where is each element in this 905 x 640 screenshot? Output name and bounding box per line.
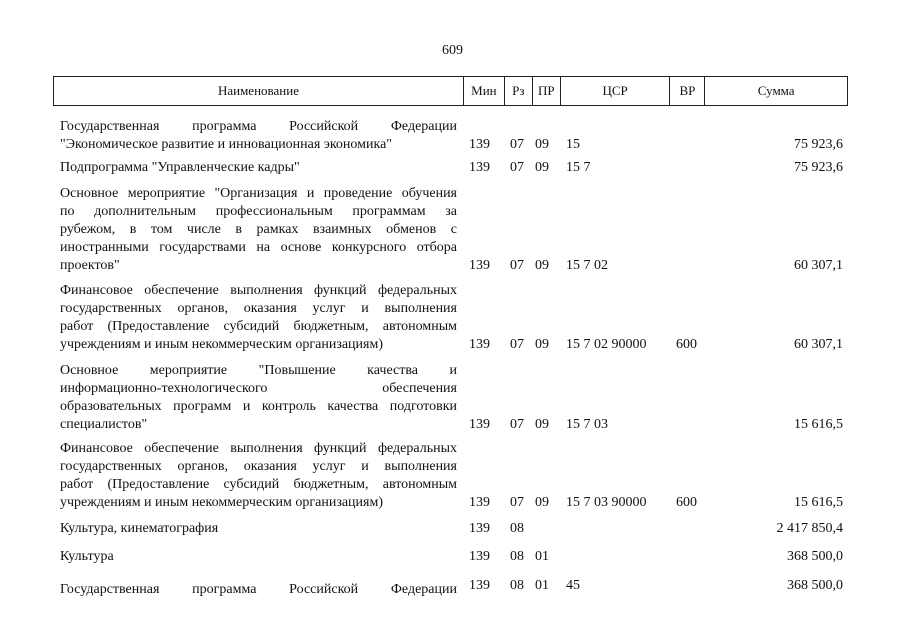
header-min: Мин: [464, 77, 505, 105]
name-line: Государственная программа Российской Федерации: [60, 582, 457, 597]
cell-csr: 15 7: [566, 160, 591, 175]
cell-vr: 600: [676, 337, 697, 352]
cell-rz: 07: [510, 417, 524, 432]
name-line: государственных органов, оказания услуг и выполнения: [60, 301, 457, 316]
cell-min: 139: [469, 337, 490, 352]
cell-csr: 15: [566, 137, 580, 152]
cell-pr: 09: [535, 137, 549, 152]
cell-pr: 09: [535, 258, 549, 273]
name-line: рубежом, в том числе в рамках взаимных обменов с: [60, 222, 457, 237]
table-row: [53, 282, 848, 354]
cell-sum: 75 923,6: [794, 160, 843, 175]
name-line: проектов": [60, 258, 120, 273]
cell-pr: 09: [535, 495, 549, 510]
table-row: [53, 185, 848, 275]
name-line: учреждениям и иным некоммерческим организациям): [60, 495, 384, 510]
row-codes: [53, 257, 848, 275]
name-line: Финансовое обеспечение выполнения функций федеральных: [60, 441, 457, 456]
cell-rz: 07: [510, 258, 524, 273]
name-line: Финансовое обеспечение выполнения функций федеральных: [60, 283, 457, 298]
row-codes: [53, 136, 848, 154]
name-line: работ (Предоставление субсидий бюджетным, автономным: [60, 319, 457, 334]
cell-pr: 09: [535, 417, 549, 432]
table-row: [53, 520, 848, 538]
cell-min: 139: [469, 521, 490, 536]
cell-min: 139: [469, 549, 490, 564]
cell-pr: 01: [535, 549, 549, 564]
header-sum: Сумма: [757, 83, 795, 98]
cell-pr: 09: [535, 160, 549, 175]
header-pr: ПР: [533, 77, 561, 105]
header-vr: ВР: [670, 77, 705, 105]
row-codes: [53, 494, 848, 512]
cell-sum: 368 500,0: [787, 578, 843, 593]
cell-sum: 75 923,6: [794, 137, 843, 152]
name-line: иностранными государствами на основе конкурсного отбора: [60, 240, 457, 255]
name-line: Подпрограмма "Управленческие кадры": [60, 160, 300, 175]
cell-csr: 15 7 02 90000: [566, 337, 647, 352]
name-line: государственных органов, оказания услуг и выполнения: [60, 459, 457, 474]
cell-rz: 08: [510, 549, 524, 564]
cell-rz: 08: [510, 521, 524, 536]
name-line: по дополнительным профессиональным программам за: [60, 204, 457, 219]
cell-min: 139: [469, 495, 490, 510]
name-line: Государственная программа Российской Федерации: [60, 119, 457, 134]
table-row: [53, 118, 848, 154]
header-csr: ЦСР: [561, 77, 671, 105]
cell-min: 139: [469, 417, 490, 432]
cell-csr: 45: [566, 578, 580, 593]
row-codes: [53, 159, 848, 177]
cell-csr: 15 7 02: [566, 258, 608, 273]
cell-rz: 07: [510, 137, 524, 152]
name-line: учреждениям и иным некоммерческим организациям): [60, 337, 384, 352]
cell-sum: 60 307,1: [794, 258, 843, 273]
name-line: Основное мероприятие "Повышение качества и: [60, 363, 457, 378]
cell-pr: 09: [535, 337, 549, 352]
cell-min: 139: [469, 137, 490, 152]
cell-rz: 07: [510, 160, 524, 175]
row-codes: [53, 548, 848, 566]
row-codes: [53, 416, 848, 434]
page-number: 609: [442, 43, 463, 58]
header-name: Наименование: [54, 77, 464, 105]
cell-min: 139: [469, 258, 490, 273]
table-row: [53, 548, 848, 566]
cell-pr: 01: [535, 578, 549, 593]
table-row: [53, 577, 848, 597]
cell-min: 139: [469, 578, 490, 593]
cell-sum: 60 307,1: [794, 337, 843, 352]
table-row: [53, 440, 848, 512]
cell-vr: 600: [676, 495, 697, 510]
cell-sum: 2 417 850,4: [776, 521, 843, 536]
name-line: образовательных программ и контроль качества подготовки: [60, 399, 457, 414]
header-rz: Рз: [505, 77, 533, 105]
row-codes: [53, 336, 848, 354]
cell-sum: 15 616,5: [794, 495, 843, 510]
cell-rz: 08: [510, 578, 524, 593]
cell-sum: 15 616,5: [794, 417, 843, 432]
name-line: Культура, кинематография: [60, 521, 219, 536]
cell-min: 139: [469, 160, 490, 175]
name-line: Основное мероприятие "Организация и проведение обучения: [60, 186, 457, 201]
row-codes: [53, 520, 848, 538]
name-line: "Экономическое развитие и инновационная экономика": [60, 137, 393, 152]
cell-csr: 15 7 03: [566, 417, 608, 432]
table-row: [53, 362, 848, 434]
name-line: специалистов": [60, 417, 148, 432]
cell-csr: 15 7 03 90000: [566, 495, 647, 510]
cell-rz: 07: [510, 337, 524, 352]
name-line: Культура: [60, 549, 114, 564]
name-line: информационно-технологического обеспечения: [60, 381, 457, 396]
table-row: [53, 159, 848, 177]
name-line: работ (Предоставление субсидий бюджетным, автономным: [60, 477, 457, 492]
row-codes: [53, 577, 848, 595]
cell-rz: 07: [510, 495, 524, 510]
table-header: [53, 76, 848, 106]
cell-sum: 368 500,0: [787, 549, 843, 564]
